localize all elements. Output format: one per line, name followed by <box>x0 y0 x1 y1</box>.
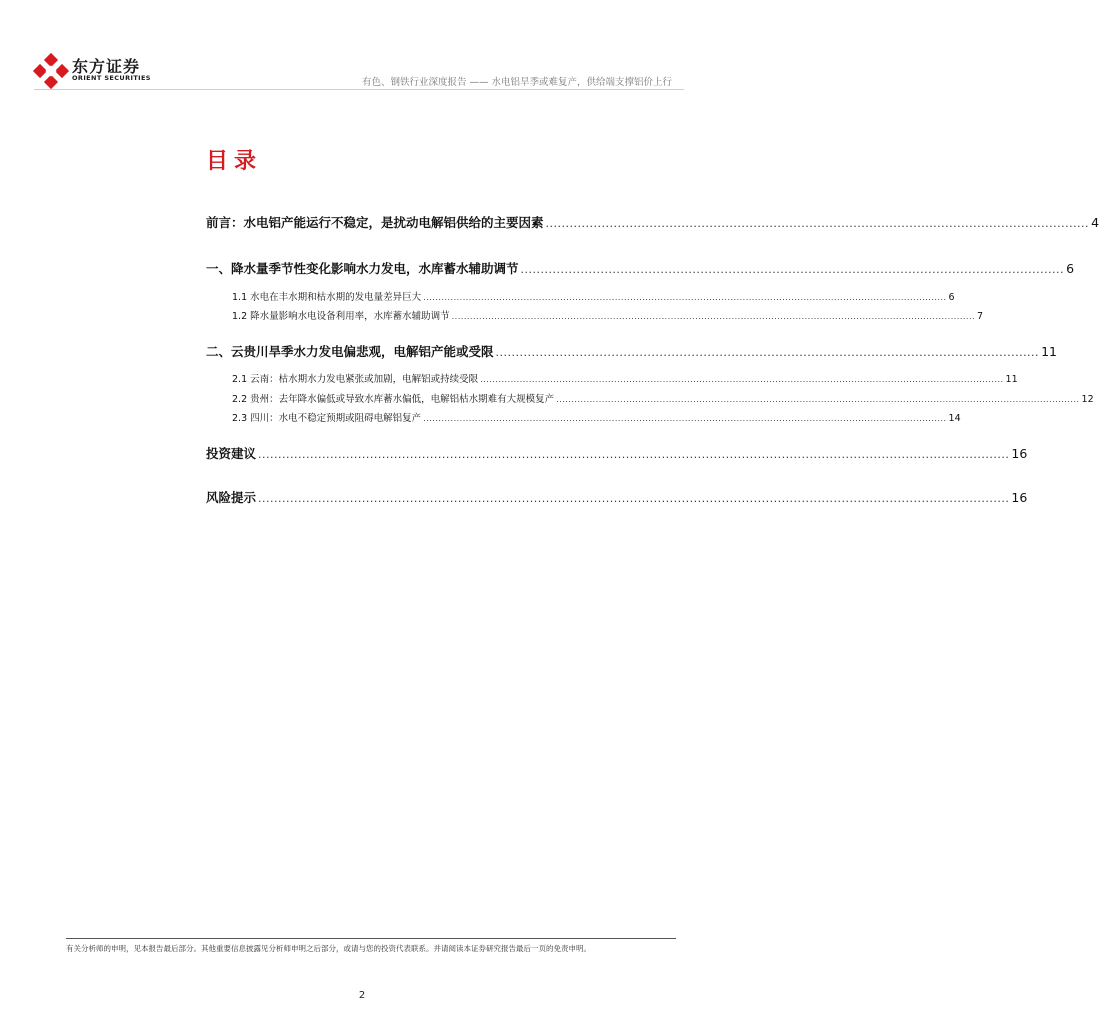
toc-entry-text: 2.3 四川：水电不稳定预期或阻碍电解铝复产 <box>232 413 422 424</box>
toc-entry-section-2-2[interactable] <box>206 391 1094 405</box>
toc-entry-text: 1.1 水电在丰水期和枯水期的发电量差异巨大 <box>232 292 422 303</box>
toc-entry-section-2-1[interactable] <box>206 371 1018 385</box>
toc-leader-dots: ............................................................................................................................................................................................ <box>258 492 1010 505</box>
logo-english-name: ORIENT SECURITIES <box>72 74 151 82</box>
toc-entry-text: 二、云贵川旱季水力发电偏悲观，电解铝产能或受限 <box>206 344 494 359</box>
toc-entry-text: 前言：水电铝产能运行不稳定，是扰动电解铝供给的主要因素 <box>206 215 544 230</box>
orient-logo-icon <box>34 54 68 88</box>
toc-page-number: 4 <box>1091 215 1099 230</box>
toc-entry-section-1-2[interactable] <box>206 308 984 322</box>
toc-page-number: 16 <box>1011 490 1028 505</box>
toc-title: 目录 <box>206 149 263 174</box>
orient-securities-logo <box>34 50 164 86</box>
toc-leader-dots: ............................................................................................................................................................................ <box>480 375 1004 384</box>
footer-divider <box>66 938 676 939</box>
report-title: 有色、钢铁行业深度报告 —— 水电铝旱季或难复产，供给端支撑铝价上行 <box>361 77 672 88</box>
toc-page-number: 11 <box>1005 374 1018 385</box>
toc-entry-section-1[interactable] <box>206 259 1075 277</box>
toc-leader-dots: ............................................................................................................................................................................ <box>423 293 947 302</box>
toc-leader-dots: ........................................................................................................................................ <box>495 346 1040 359</box>
toc-entry-text: 2.1 云南：枯水期水力发电紧张或加剧，电解铝或持续受限 <box>232 374 479 385</box>
logo-chinese-name: 东方证券 <box>72 57 141 76</box>
toc-entry-text: 1.2 降水量影响水电设备利用率，水库蓄水辅助调节 <box>232 311 450 322</box>
toc-page-number: 7 <box>977 311 984 322</box>
toc-leader-dots: ........................................................................................................................................ <box>545 217 1090 230</box>
toc-entry-section-1-1[interactable] <box>206 289 955 303</box>
toc-page-number: 6 <box>1066 261 1075 276</box>
toc-leader-dots: ............................................................................................................................................................................ <box>451 312 976 321</box>
toc-entry-section-2[interactable] <box>206 342 1057 360</box>
toc-page-number: 6 <box>948 292 955 303</box>
page-header <box>34 48 684 92</box>
toc-entry-risk-warning[interactable] <box>206 488 1028 506</box>
toc-entry-text: 2.2 贵州：去年降水偏低或导致水库蓄水偏低，电解铝枯水期难有大规模复产 <box>232 394 555 405</box>
footer-disclaimer: 有关分析师的申明，见本报告最后部分。其他重要信息披露见分析师申明之后部分，或请与您的投资代表联系。并请阅读本证券研究报告最后一页的免责申明。 <box>66 944 591 953</box>
toc-page-number: 11 <box>1041 344 1057 359</box>
toc-leader-dots: ............................................................................................................................................................................ <box>423 414 947 423</box>
toc-leader-dots: ........................................................................................................................................ <box>520 263 1065 276</box>
toc-leader-dots: ............................................................................................................................................................................ <box>556 395 1080 404</box>
toc-entry-investment-advice[interactable] <box>206 444 1028 462</box>
toc-page-number: 16 <box>1011 446 1028 461</box>
toc-entry-text: 风险提示 <box>206 490 257 505</box>
toc-leader-dots: ............................................................................................................................................................................................ <box>258 448 1010 461</box>
page-number: 2 <box>358 990 366 1001</box>
header-divider <box>34 89 684 90</box>
toc-page-number: 12 <box>1081 394 1094 405</box>
toc-entry-text: 一、降水量季节性变化影响水力发电，水库蓄水辅助调节 <box>206 261 519 276</box>
toc-entry-text: 投资建议 <box>206 446 257 461</box>
toc-page-number: 14 <box>948 413 961 424</box>
toc-entry-preface[interactable] <box>206 213 1099 231</box>
toc-entry-section-2-3[interactable] <box>206 410 961 424</box>
